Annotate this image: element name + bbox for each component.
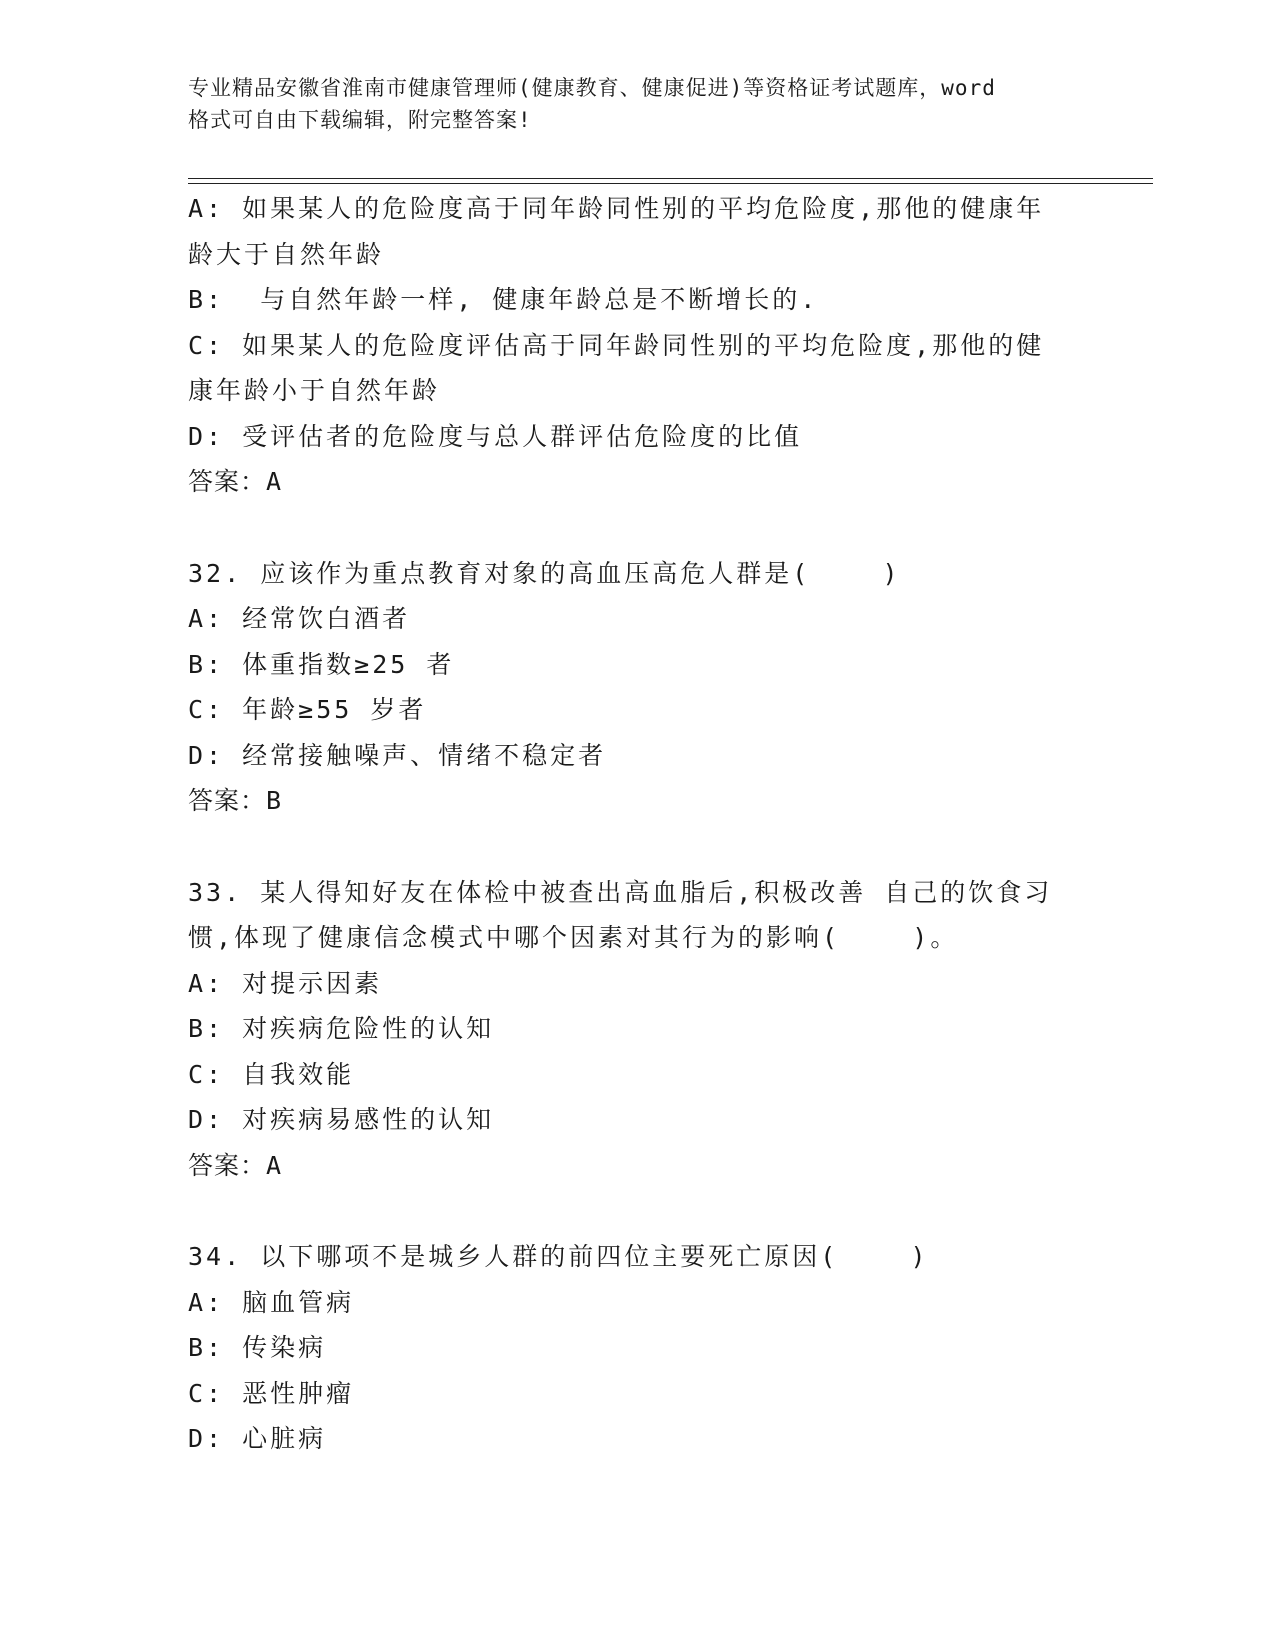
option-a: A: 脑血管病 — [188, 1287, 355, 1317]
option-b: B: 与自然年龄一样, 健康年龄总是不断增长的. — [188, 285, 819, 314]
question-34-block — [188, 1234, 1088, 1462]
question-text: 32. 应该作为重点教育对象的高血压高危人群是( ) — [188, 558, 901, 588]
question-31-block — [188, 186, 1088, 505]
option-c: C: 自我效能 — [188, 1059, 355, 1089]
spacer — [188, 824, 1088, 870]
option-c: C: 年龄≥55 岁者 — [188, 695, 427, 724]
option-c: C: 恶性肿瘤 — [188, 1378, 355, 1408]
option-d: D: 经常接触噪声、情绪不稳定者 — [188, 740, 607, 770]
question-text: 34. 以下哪项不是城乡人群的前四位主要死亡原因( ) — [188, 1242, 929, 1271]
header-line-1: 专业精品安徽省淮南市健康管理师(健康教育、健康促进)等资格证考试题库，word — [188, 76, 996, 100]
spacer — [188, 505, 1088, 551]
header-line-2: 格式可自由下载编辑，附完整答案! — [188, 108, 532, 132]
question-content — [188, 186, 1088, 1462]
answer-value: A — [266, 467, 283, 496]
option-a: A: 对提示因素 — [188, 968, 383, 998]
header-divider-top — [188, 178, 1153, 179]
document-header — [188, 72, 1088, 136]
option-c-line-1: C: 如果某人的危险度评估高于同年龄同性别的平均危险度,那他的健 — [188, 330, 1045, 360]
option-d: D: 对疾病易感性的认知 — [188, 1105, 495, 1134]
option-a: A: 经常饮白酒者 — [188, 604, 411, 633]
answer — [188, 778, 1088, 824]
option-b: B: 传染病 — [188, 1333, 327, 1362]
answer-value: A — [266, 1150, 283, 1180]
answer-label: 答案： — [188, 786, 267, 815]
option-a-line-2: 龄大于自然年龄 — [188, 239, 385, 269]
option-a-line-1: A: 如果某人的危险度高于同年龄同性别的平均危险度,那他的健康年 — [188, 194, 1045, 223]
option-c-line-2: 康年龄小于自然年龄 — [188, 376, 441, 405]
answer-label: 答案： — [188, 467, 267, 496]
option-d: D: 受评估者的危险度与总人群评估危险度的比值 — [188, 421, 803, 451]
answer — [188, 1143, 1088, 1189]
question-text-line-2: 惯,体现了健康信念模式中哪个因素对其行为的影响( )。 — [188, 923, 959, 952]
question-text-line-1: 33. 某人得知好友在体检中被查出高血脂后,积极改善 自己的饮食习 — [188, 877, 1053, 907]
answer — [188, 459, 1088, 505]
question-33-block — [188, 870, 1088, 1189]
answer-value: B — [266, 786, 283, 815]
answer-label: 答案： — [188, 1150, 267, 1180]
option-d: D: 心脏病 — [188, 1424, 327, 1453]
question-32-block — [188, 551, 1088, 824]
spacer — [188, 1188, 1088, 1234]
option-b: B: 体重指数≥25 者 — [188, 649, 455, 679]
option-b: B: 对疾病危险性的认知 — [188, 1014, 495, 1043]
header-divider-bottom — [188, 183, 1153, 184]
